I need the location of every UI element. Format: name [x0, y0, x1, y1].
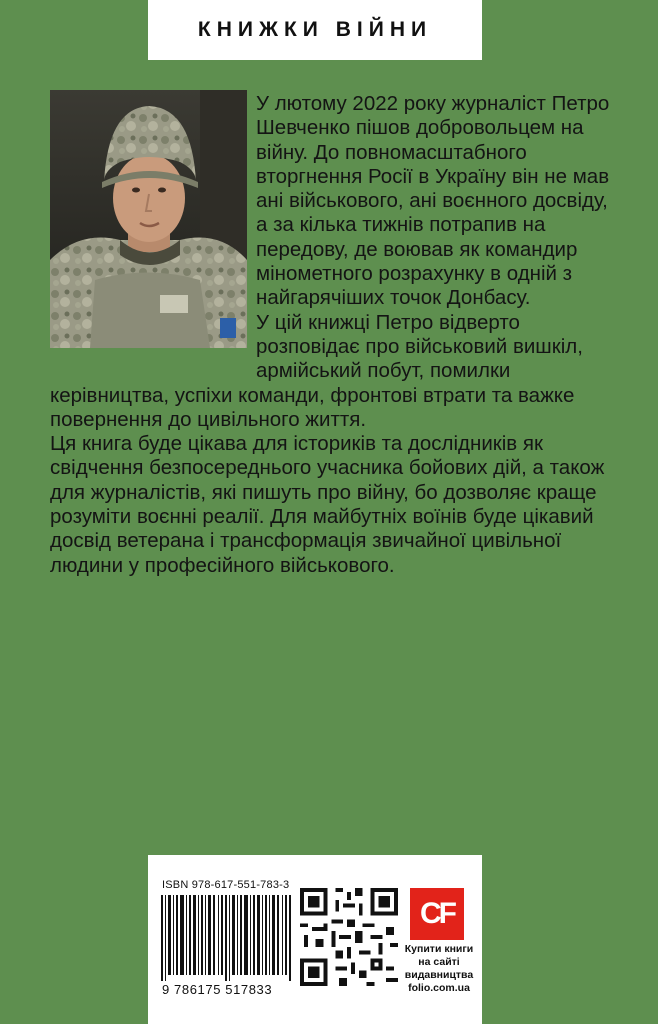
- annotation-text: [50, 92, 620, 578]
- buy-books-link[interactable]: Купити книги на сайті видавництва folio.com.ua: [404, 943, 474, 994]
- qr-code[interactable]: [300, 888, 398, 986]
- barcode-image: [161, 895, 293, 981]
- annotation-paragraph-1: У лютому 2022 року журналіст Петро Шевченко пішов добровольцем на війну. До повномасштабного вторгнення Росії в Україну він не мав ані військового, ані воєнного досвіду, а за кілька тижнів потрапив на передову, де воював як командир мінометного розрахунку в одній з найгарячіших точок Донбасу.: [256, 92, 610, 310]
- publisher-logo-text: CF: [420, 897, 454, 930]
- isbn-label: ISBN 978-617-551-783-3: [162, 879, 290, 891]
- barcode-panel: [148, 855, 482, 1024]
- series-title: КНИЖКИ ВІЙНИ: [197, 18, 433, 41]
- photo-text-wrap: [50, 92, 256, 360]
- series-header: [148, 0, 482, 60]
- annotation-paragraph-2: У цій книжці Петро відверто розповідає про військовий вишкіл, армійський побут, помилки керівництва, успіхи команди, фронтові втрати та важке повернення до цивільного життя.: [50, 310, 583, 431]
- barcode-digits: 9 786175 517833: [162, 982, 273, 997]
- annotation-paragraph-3: Ця книга буде цікава для істориків та дослідників як свідчення безпосереднього учасника бойових дій, а також для журналістів, які пишуть про війну, бо дозволяє краще розуміти воєнні реалії. Для майбутніх воїнів буде цікавий досвід ветерана і трансформація звичайної цивільної людини у професійного військового.: [50, 432, 605, 577]
- publisher-logo: [410, 888, 464, 940]
